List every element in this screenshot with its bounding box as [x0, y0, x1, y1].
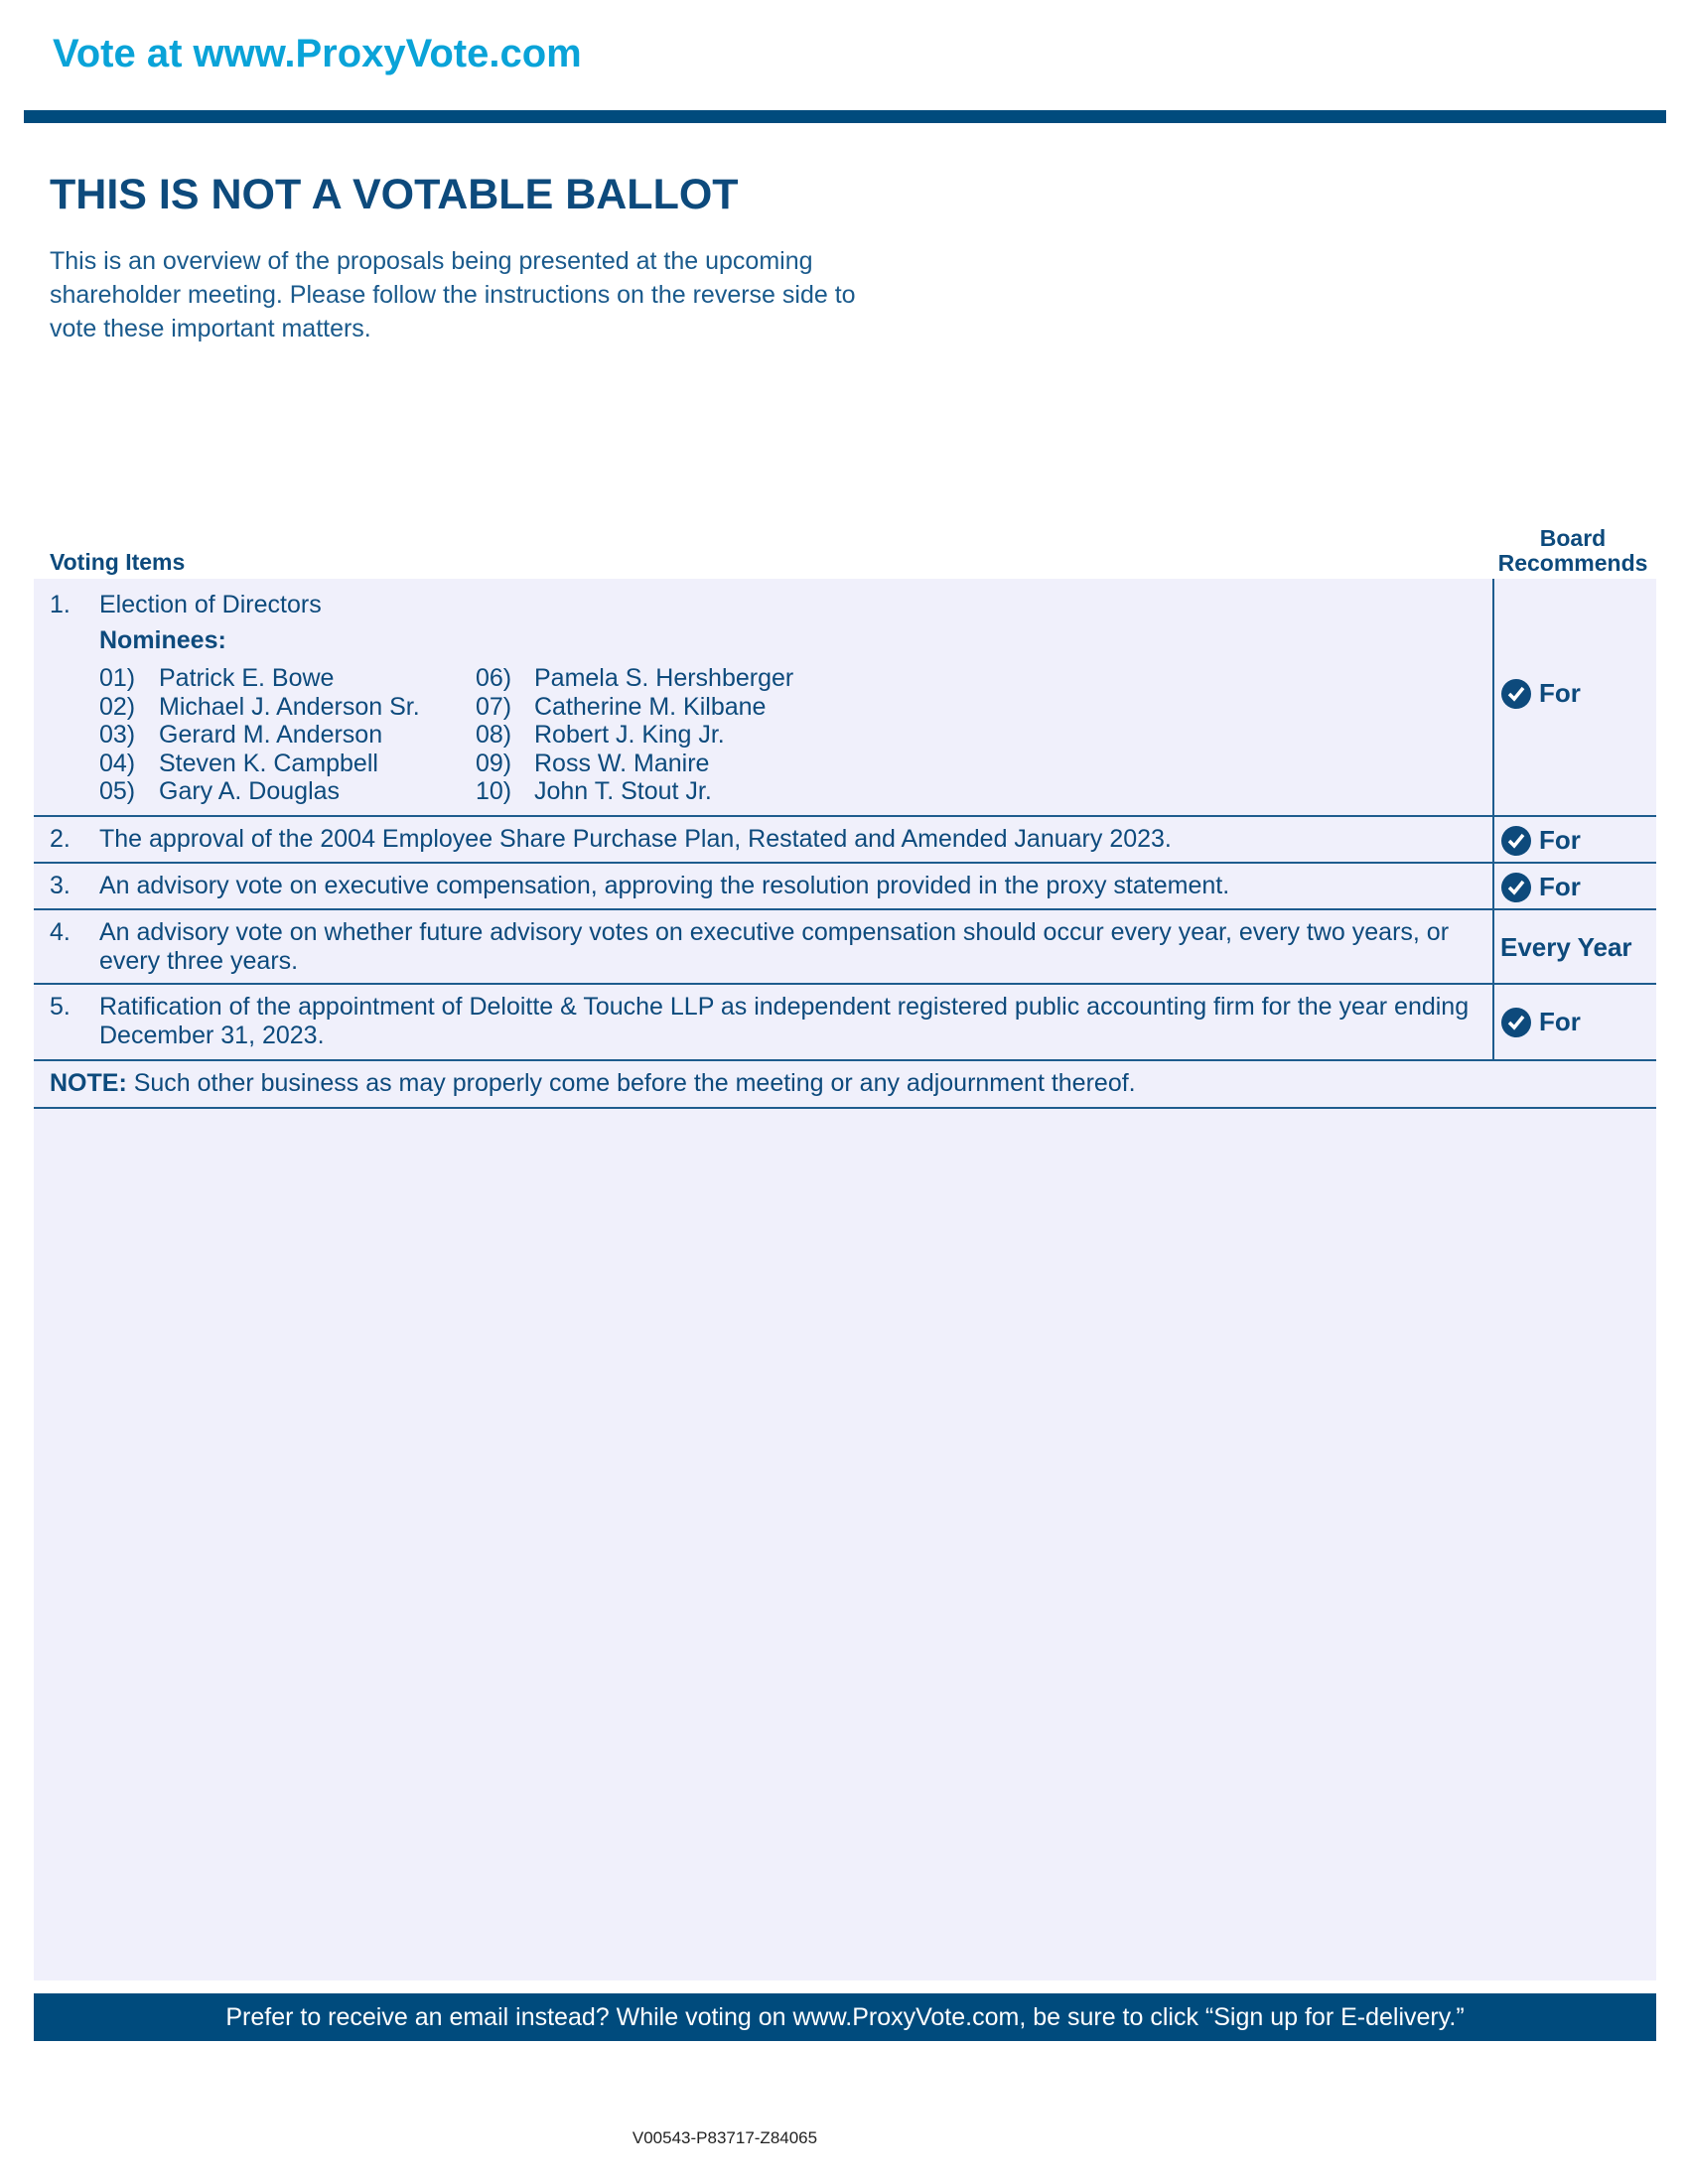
nominee-name: Gary A. Douglas — [159, 777, 341, 805]
item-text: An advisory vote on executive compensation, approving the resolution provided in the proxy statement. — [99, 872, 1230, 899]
nominee-number: 09) — [476, 749, 512, 777]
note-text — [50, 1069, 1539, 1098]
board-recommendation — [1501, 678, 1581, 709]
nominee-name: Catherine M. Kilbane — [534, 692, 767, 721]
voting-item-row — [34, 985, 1656, 1061]
nominee-number: 01) — [99, 664, 136, 692]
document-code: V00543-P83717-Z84065 — [632, 2128, 818, 2147]
voting-item-row — [34, 579, 1656, 817]
voting-item-row — [34, 817, 1656, 864]
nominee-name: Michael J. Anderson Sr. — [159, 692, 420, 721]
nominee-number: 03) — [99, 721, 136, 749]
nominee-number: 04) — [99, 749, 136, 777]
recommendation-value: For — [1539, 1007, 1581, 1036]
checkmark-icon — [1501, 826, 1531, 856]
recommendation-value: For — [1539, 678, 1581, 708]
board-recommendation — [1501, 825, 1581, 856]
e-delivery-banner: Prefer to receive an email instead? While voting on www.ProxyVote.com, be sure to click “Sign up for E-delivery.” — [34, 1993, 1656, 2041]
nominee-name: Robert J. King Jr. — [534, 721, 725, 749]
nominee-number: 07) — [476, 692, 512, 721]
voting-item-row — [34, 910, 1656, 985]
item-text: Election of Directors — [99, 591, 322, 618]
nominee-name: John T. Stout Jr. — [534, 777, 712, 805]
nominee-number: 02) — [99, 692, 136, 721]
nominee-number: 06) — [476, 664, 512, 692]
nominee-name: Pamela S. Hershberger — [534, 664, 794, 692]
nominee-name: Gerard M. Anderson — [159, 721, 383, 749]
nominee-number: 05) — [99, 777, 136, 805]
item-number: 5. — [50, 993, 70, 1021]
item-number: 1. — [50, 591, 70, 618]
checkmark-icon — [1501, 679, 1531, 709]
item-text: Ratification of the appointment of Deloitte & Touche LLP as independent registered public accounting firm for the year ending December 31, 2023. — [99, 993, 1470, 1049]
nominee-name: Steven K. Campbell — [159, 749, 378, 777]
nominee-number: 08) — [476, 721, 512, 749]
nominees-label: Nominees: — [99, 626, 226, 654]
nominee-name: Patrick E. Bowe — [159, 664, 335, 692]
board-recommendation — [1501, 1007, 1581, 1037]
intro-text: This is an overview of the proposals being presented at the upcoming shareholder meeting. Please follow the instructions on the reverse side to vote these important matters. — [50, 247, 856, 342]
nominee-number: 10) — [476, 777, 512, 805]
vote-link[interactable]: Vote at www.ProxyVote.com — [53, 32, 582, 75]
note-label: NOTE: — [50, 1069, 127, 1097]
note-body: Such other business as may properly come before the meeting or any adjournment thereof. — [126, 1069, 1136, 1097]
voting-items-header: Voting Items — [50, 549, 186, 575]
board-recommendation — [1501, 872, 1581, 902]
header-divider-bar — [24, 110, 1666, 123]
board-header-line1: Board — [1539, 525, 1607, 551]
board-header-line2: Recommends — [1497, 550, 1648, 576]
item-number: 4. — [50, 918, 70, 946]
voting-item-row — [34, 864, 1656, 910]
item-number: 3. — [50, 872, 70, 899]
board-recommends-header — [1489, 526, 1656, 576]
note-row — [34, 1061, 1656, 1109]
recommendation-value: Every Year — [1500, 932, 1632, 962]
item-text: An advisory vote on whether future advisory votes on executive compensation should occur every year, every two years, or every three years. — [99, 918, 1450, 975]
checkmark-icon — [1501, 873, 1531, 902]
item-text: The approval of the 2004 Employee Share Purchase Plan, Restated and Amended January 2023. — [99, 825, 1172, 853]
item-number: 2. — [50, 825, 70, 853]
board-recommendation — [1500, 932, 1632, 963]
recommendation-value: For — [1539, 825, 1581, 855]
checkmark-icon — [1501, 1008, 1531, 1037]
page-title: THIS IS NOT A VOTABLE BALLOT — [50, 171, 739, 218]
nominee-name: Ross W. Manire — [534, 749, 710, 777]
recommendation-value: For — [1539, 872, 1581, 901]
